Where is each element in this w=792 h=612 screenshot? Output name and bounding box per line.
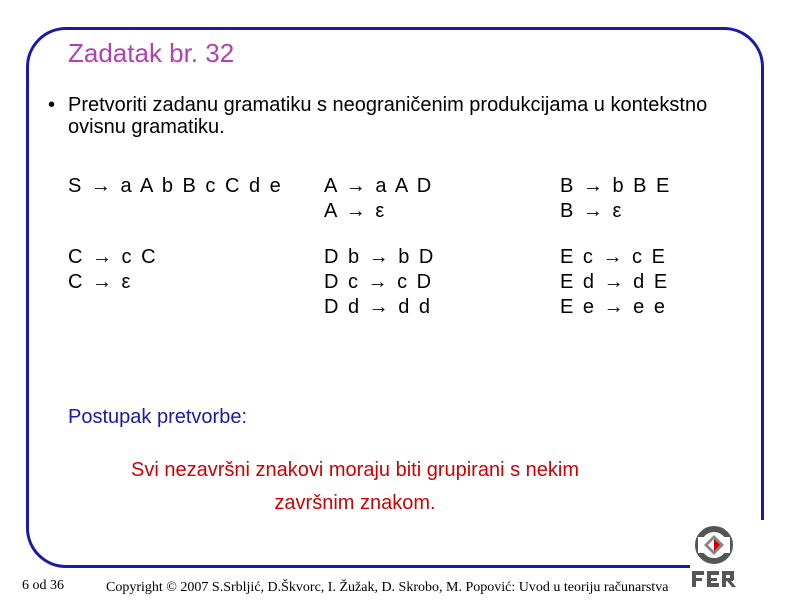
page-number: 6 od 36 bbox=[22, 578, 64, 593]
copyright-text: Copyright © 2007 S.Srbljić, D.Škvorc, I. Žužak, D. Skrobo, M. Popović: Uvod u teoriju računarstva bbox=[106, 580, 669, 595]
procedure-heading: Postupak pretvorbe: bbox=[68, 406, 247, 428]
fer-logo-icon bbox=[690, 525, 738, 593]
production-b: B → b B E B → ε bbox=[560, 175, 672, 222]
bullet-marker: • bbox=[48, 94, 56, 116]
bullet-text: Pretvoriti zadanu gramatiku s neograničenim produkcijama u kontekstno ovisnu gramatiku. bbox=[68, 94, 708, 138]
procedure-note: Svi nezavršni znakovi moraju biti grupirani s nekim završnim znakom. bbox=[131, 459, 579, 514]
production-e: E c → c E E d → d E E e → e e bbox=[560, 246, 670, 318]
production-d: D b → b D D c → c D D d → d d bbox=[324, 246, 436, 318]
production-s: S → a A b B c C d e bbox=[68, 175, 283, 197]
production-c: C → c C C → ε bbox=[68, 246, 158, 293]
slide-title: Zadatak br. 32 bbox=[68, 38, 235, 68]
production-a: A → a A D A → ε bbox=[324, 175, 434, 222]
